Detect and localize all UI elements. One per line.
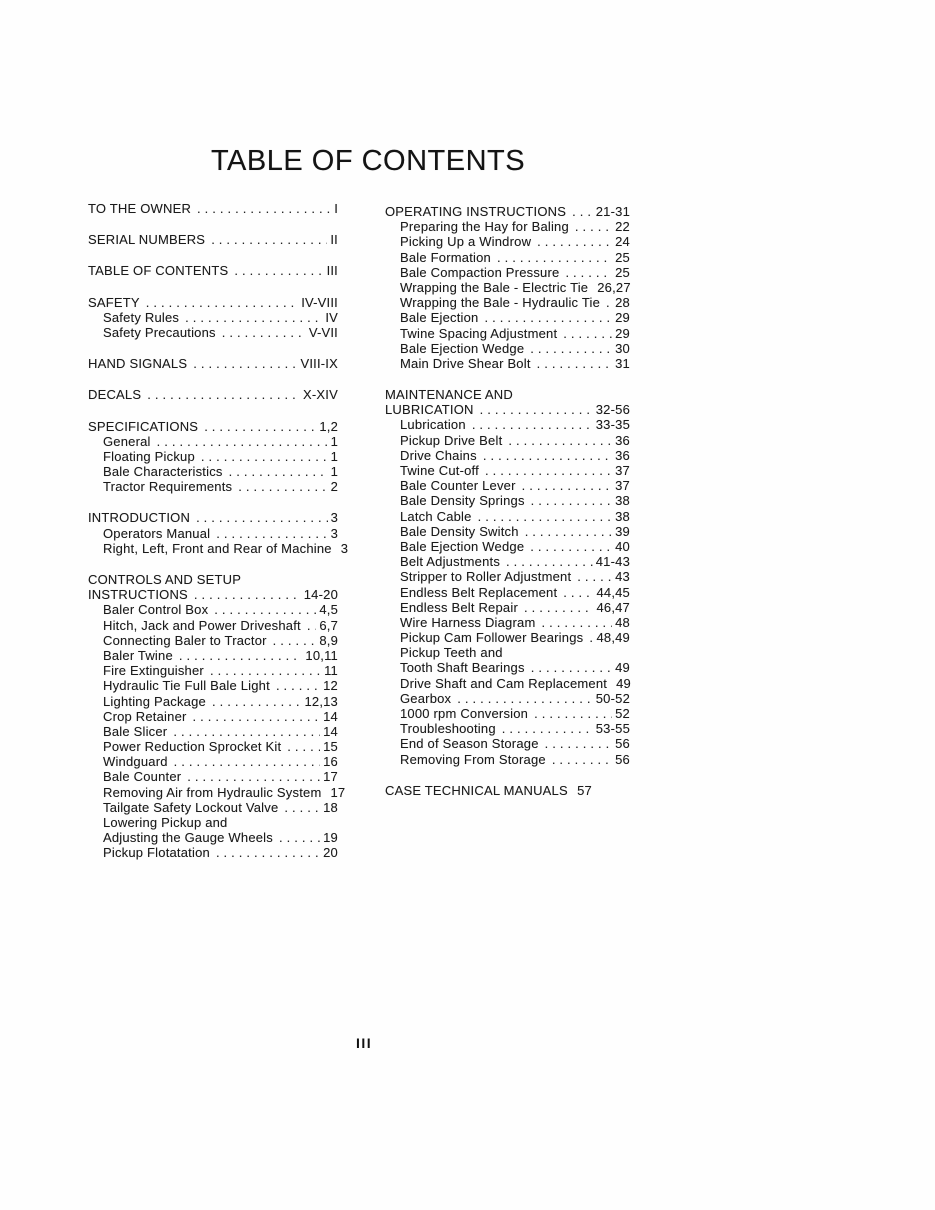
toc-entry-label: Main Drive Shear Bolt — [400, 355, 531, 371]
toc-entry — [385, 204, 630, 219]
toc-entry — [88, 800, 338, 815]
toc-entry-page: 48 — [615, 614, 630, 630]
dot-leader — [284, 800, 320, 815]
toc-entry — [385, 752, 630, 767]
dot-leader — [552, 752, 612, 767]
toc-entry-label: Fire Extinguisher — [103, 663, 204, 679]
toc-entry-page: 22 — [615, 219, 630, 235]
toc-entry — [88, 845, 338, 860]
toc-entry — [88, 618, 338, 633]
toc-entry-label: Pickup Drive Belt — [400, 432, 503, 448]
dot-leader — [472, 417, 593, 432]
folio-page-number: III — [356, 1035, 373, 1051]
toc-entry-label: Wrapping the Bale - Electric Tie — [400, 279, 589, 295]
toc-entry-label: CASE TECHNICAL MANUALS — [385, 782, 568, 798]
toc-entry — [385, 585, 630, 600]
toc-entry — [88, 830, 338, 845]
toc-entry-label: Hydraulic Tie Full Bale Light — [103, 678, 270, 694]
dot-leader — [537, 356, 612, 371]
toc-entry-label: Troubleshooting — [400, 721, 496, 737]
dot-leader — [457, 691, 592, 706]
dot-leader — [483, 448, 612, 463]
dot-leader — [147, 387, 300, 402]
dot-leader — [307, 618, 316, 633]
toc-entry-label: Operators Manual — [103, 525, 211, 541]
toc-entry-label: Bale Formation — [400, 249, 491, 265]
toc-entry-label: Connecting Baler to Tractor — [103, 632, 267, 648]
toc-entry-label: Tooth Shaft Bearings — [400, 660, 525, 676]
dot-leader — [506, 554, 593, 569]
dot-leader — [484, 310, 612, 325]
toc-entry-label: INTRODUCTION — [88, 510, 191, 526]
toc-entry-label: Endless Belt Repair — [400, 599, 518, 615]
toc-entry-page: 3 — [340, 540, 349, 556]
toc-entry-page: 32-56 — [595, 402, 630, 418]
toc-entry-page: 46,47 — [596, 599, 630, 615]
toc-entry-label: Bale Slicer — [103, 723, 168, 739]
dot-leader — [157, 434, 328, 449]
toc-entry — [385, 219, 630, 234]
page-title: TABLE OF CONTENTS — [211, 145, 526, 177]
toc-entry — [88, 709, 338, 724]
dot-leader — [530, 539, 612, 554]
toc-entry-label: SAFETY — [88, 294, 140, 310]
toc-entry-label: Endless Belt Replacement — [400, 584, 558, 600]
toc-entry-page: 17 — [323, 769, 338, 785]
toc-entry-page: 37 — [615, 478, 630, 494]
dot-leader — [478, 509, 613, 524]
toc-entry-label: Drive Shaft and Cam Replacement — [400, 675, 608, 691]
dot-leader — [522, 478, 613, 493]
dot-leader — [502, 721, 593, 736]
toc-entry — [88, 678, 338, 693]
dot-leader — [485, 463, 612, 478]
dot-leader — [222, 325, 306, 340]
dot-leader — [201, 449, 328, 464]
dot-leader — [534, 706, 612, 721]
dot-leader — [541, 615, 612, 630]
toc-entry — [88, 769, 338, 784]
toc-entry-label: Gearbox — [400, 690, 452, 706]
toc-entry-page: I — [334, 201, 338, 216]
toc-entry-page: 16 — [323, 754, 338, 770]
toc-entry-label: Safety Rules — [103, 309, 180, 325]
toc-entry-page: 41-43 — [595, 554, 630, 570]
toc-entry-label: Latch Cable — [400, 508, 472, 524]
toc-entry-page: 31 — [615, 355, 630, 371]
toc-entry-label: Stripper to Roller Adjustment — [400, 569, 572, 585]
dot-leader — [287, 739, 320, 754]
toc-entry-label: Tractor Requirements — [103, 479, 233, 495]
dot-leader — [173, 724, 320, 739]
toc-entry-page: 37 — [615, 463, 630, 478]
toc-entry — [385, 448, 630, 463]
toc-entry-page: 25 — [615, 264, 630, 280]
toc-entry-page: 26,27 — [597, 279, 631, 295]
toc-entry-page: IV-VIII — [301, 294, 338, 310]
toc-entry — [385, 615, 630, 630]
toc-column-right — [385, 204, 630, 798]
toc-entry-label: Bale Ejection Wedge — [400, 538, 525, 554]
toc-entry-page: 50-52 — [595, 690, 630, 706]
toc-entry — [88, 663, 338, 678]
toc-entry-label: Belt Adjustments — [400, 554, 501, 570]
toc-entry-page: 11 — [324, 663, 338, 679]
toc-entry-label: TABLE OF CONTENTS — [88, 263, 229, 279]
dot-leader — [238, 479, 327, 494]
toc-entry-label: End of Season Storage — [400, 736, 539, 752]
toc-entry — [88, 572, 338, 587]
dot-leader — [480, 402, 593, 417]
dot-leader — [497, 250, 612, 265]
dot-leader — [214, 602, 316, 617]
toc-entry — [88, 295, 338, 310]
toc-entry-page: 39 — [615, 523, 630, 539]
dot-leader — [524, 600, 593, 615]
toc-entry-label: Bale Ejection — [400, 310, 479, 326]
dot-leader — [563, 585, 593, 600]
toc-entry — [88, 310, 338, 325]
dot-leader — [279, 830, 320, 845]
toc-entry-page: 12 — [323, 678, 338, 694]
dot-leader — [572, 204, 593, 219]
dot-leader — [530, 341, 612, 356]
toc-entry-page: 49 — [615, 660, 630, 676]
toc-entry — [385, 326, 630, 341]
dot-leader — [545, 736, 612, 751]
toc-entry-label: CONTROLS AND SETUP — [88, 572, 242, 587]
toc-entry — [88, 754, 338, 769]
dot-leader — [197, 201, 331, 216]
toc-entry — [385, 569, 630, 584]
toc-entry-page: 36 — [615, 432, 630, 448]
toc-entry-label: Twine Cut-off — [400, 463, 479, 478]
dot-leader — [196, 510, 328, 525]
toc-entry-label: Twine Spacing Adjustment — [400, 325, 558, 341]
dot-leader — [229, 464, 328, 479]
toc-entry-page: 1 — [330, 433, 338, 449]
toc-entry — [385, 509, 630, 524]
dot-leader — [216, 845, 320, 860]
toc-entry — [385, 783, 592, 798]
toc-entry-page: 15 — [323, 739, 338, 755]
dot-leader — [204, 419, 316, 434]
toc-entry-page: 57 — [577, 782, 592, 798]
toc-entry — [88, 724, 338, 739]
toc-entry-page: 10,11 — [305, 647, 338, 663]
dot-leader — [185, 310, 322, 325]
toc-entry — [88, 464, 338, 479]
toc-entry — [88, 356, 338, 371]
toc-entry — [385, 736, 630, 751]
toc-entry-page: 40 — [615, 538, 630, 554]
toc-entry-label: Picking Up a Windrow — [400, 234, 532, 250]
toc-entry-label: Bale Counter — [103, 769, 182, 785]
toc-entry-label: Bale Density Switch — [400, 523, 519, 539]
toc-entry-label: MAINTENANCE AND — [385, 387, 513, 403]
toc-entry — [88, 648, 338, 663]
toc-entry-page: 21-31 — [595, 204, 630, 219]
toc-entry-label: SERIAL NUMBERS — [88, 232, 206, 248]
dot-leader — [273, 633, 317, 648]
dot-leader — [210, 663, 321, 678]
dot-leader — [187, 769, 320, 784]
toc-entry — [385, 402, 630, 417]
dot-leader — [194, 587, 301, 602]
dot-leader — [179, 648, 303, 663]
toc-entry-page: IV — [325, 309, 338, 325]
toc-entry-label: Removing From Storage — [400, 751, 546, 767]
toc-entry-label: Pickup Teeth and — [400, 645, 503, 661]
toc-entry-page: 49 — [616, 675, 631, 691]
toc-entry-page: 4,5 — [319, 602, 338, 618]
toc-column-left — [88, 201, 349, 861]
toc-entry-label: Preparing the Hay for Baling — [400, 219, 569, 235]
toc-entry-label: Power Reduction Sprocket Kit — [103, 739, 282, 755]
dot-leader — [537, 234, 612, 249]
toc-entry-page: 36 — [615, 447, 630, 463]
toc-entry — [385, 721, 630, 736]
toc-entry-page: 28 — [615, 295, 630, 311]
toc-entry-label: Adjusting the Gauge Wheels — [103, 830, 273, 846]
toc-entry-label: Removing Air from Hydraulic System — [103, 784, 322, 800]
toc-entry — [385, 478, 630, 493]
toc-entry-page: 53-55 — [595, 721, 630, 737]
toc-entry — [385, 433, 630, 448]
dot-leader — [174, 754, 320, 769]
dot-leader — [211, 232, 327, 247]
toc-entry — [385, 387, 630, 402]
toc-entry — [88, 201, 338, 216]
toc-entry-page: 44,45 — [596, 584, 630, 600]
dot-leader — [216, 526, 327, 541]
toc-entry-page: X-XIV — [303, 387, 338, 403]
toc-entry — [88, 694, 338, 709]
toc-entry-page: 25 — [615, 249, 630, 265]
toc-entry-page: 1 — [330, 464, 338, 480]
toc-entry — [385, 280, 630, 295]
toc-entry-page: 33-35 — [595, 417, 630, 433]
toc-entry-label: Safety Precautions — [103, 324, 216, 340]
toc-entry — [385, 265, 630, 280]
toc-entry — [385, 524, 630, 539]
toc-entry — [88, 784, 346, 800]
dot-leader — [531, 660, 612, 675]
toc-entry-label: Windguard — [103, 754, 168, 770]
toc-entry-page: 12,13 — [304, 693, 338, 709]
toc-entry-page: 8,9 — [319, 632, 338, 648]
toc-entry — [88, 540, 349, 556]
toc-entry — [88, 263, 338, 278]
toc-entry — [385, 493, 630, 508]
toc-entry-label: Lubrication — [400, 417, 466, 433]
toc-entry-page: 19 — [323, 830, 338, 846]
toc-entry-page: 29 — [615, 310, 630, 326]
toc-entry-label: HAND SIGNALS — [88, 356, 188, 372]
toc-entry — [385, 250, 630, 265]
toc-entry — [385, 630, 630, 645]
dot-leader — [193, 356, 297, 371]
toc-entry-page: VIII-IX — [300, 356, 338, 372]
toc-entry — [385, 234, 630, 249]
toc-entry-page: II — [330, 232, 338, 248]
toc-entry-page: 30 — [615, 340, 630, 356]
toc-entry-page: 17 — [330, 784, 346, 800]
dot-leader — [525, 524, 612, 539]
toc-entry — [385, 676, 630, 691]
dot-leader — [146, 295, 298, 310]
toc-entry — [88, 587, 338, 602]
toc-entry — [385, 660, 630, 675]
dot-leader — [565, 265, 612, 280]
toc-entry-page: 14-20 — [303, 587, 338, 603]
toc-entry-label: 1000 rpm Conversion — [400, 706, 529, 721]
toc-entry — [88, 815, 338, 830]
toc-entry-page: 1 — [330, 448, 338, 464]
dot-leader — [531, 493, 612, 508]
toc-entry-page: V-VII — [308, 324, 338, 340]
toc-entry — [88, 633, 338, 648]
toc-entry — [88, 479, 338, 494]
toc-entry-label: Hitch, Jack and Power Driveshaft — [103, 617, 301, 633]
toc-entry — [385, 691, 630, 706]
toc-entry-page: 3 — [330, 510, 338, 526]
toc-entry-page: 48,49 — [596, 630, 630, 646]
toc-entry — [385, 645, 630, 660]
toc-entry-label: Floating Pickup — [103, 448, 195, 464]
toc-entry — [385, 295, 630, 310]
toc-entry-page: 18 — [323, 799, 338, 815]
toc-entry — [88, 232, 338, 247]
dot-leader — [577, 569, 612, 584]
toc-entry-label: Bale Ejection Wedge — [400, 340, 525, 356]
toc-entry-page: 3 — [330, 525, 338, 541]
toc-entry — [385, 463, 630, 478]
toc-entry-page: 43 — [615, 569, 630, 585]
toc-entry-page: 29 — [615, 325, 630, 341]
toc-entry-label: SPECIFICATIONS — [88, 418, 199, 434]
toc-entry-label: Baler Control Box — [103, 602, 209, 618]
toc-entry — [88, 510, 338, 525]
toc-entry — [88, 602, 338, 617]
toc-entry — [385, 417, 630, 432]
toc-entry-label: Crop Retainer — [103, 708, 187, 724]
toc-entry-label: Right, Left, Front and Rear of Machine — [103, 540, 332, 556]
toc-entry-label: General — [103, 433, 151, 449]
toc-entry-label: Bale Characteristics — [103, 464, 223, 480]
toc-entry — [88, 739, 338, 754]
toc-entry — [385, 600, 630, 615]
toc-entry-label: Wrapping the Bale - Hydraulic Tie — [400, 295, 601, 311]
dot-leader — [508, 433, 612, 448]
toc-entry-label: Pickup Flotatation — [103, 845, 210, 861]
toc-entry-label: DECALS — [88, 387, 142, 403]
toc-entry-label: INSTRUCTIONS — [88, 587, 188, 603]
toc-entry — [385, 539, 630, 554]
toc-entry-label: Baler Twine — [103, 647, 173, 663]
toc-entry-label: Bale Density Springs — [400, 493, 525, 509]
toc-entry-page: 24 — [615, 234, 630, 250]
toc-entry-page: 56 — [615, 751, 630, 767]
toc-entry — [88, 434, 338, 449]
toc-entry-page: 14 — [323, 723, 338, 739]
toc-entry — [88, 449, 338, 464]
toc-entry-label: Bale Compaction Pressure — [400, 264, 560, 280]
toc-entry — [88, 325, 338, 340]
toc-entry — [88, 419, 338, 434]
dot-leader — [575, 219, 612, 234]
dot-leader — [589, 630, 593, 645]
toc-entry-page: 38 — [615, 493, 630, 509]
toc-entry-label: Lowering Pickup and — [103, 815, 228, 830]
toc-entry-label: Drive Chains — [400, 447, 477, 463]
toc-entry — [385, 554, 630, 569]
toc-entry-label: Wire Harness Diagram — [400, 614, 536, 630]
toc-entry-page: 52 — [615, 706, 630, 721]
toc-entry-label: TO THE OWNER — [88, 201, 192, 216]
toc-entry-label: Pickup Cam Follower Bearings — [400, 630, 584, 646]
toc-entry-page: III — [326, 263, 338, 279]
toc-entry — [385, 310, 630, 325]
toc-entry-label: Lighting Package — [103, 693, 206, 709]
toc-entry — [385, 706, 630, 721]
dot-leader — [193, 709, 321, 724]
toc-entry-label: OPERATING INSTRUCTIONS — [385, 204, 567, 219]
toc-entry — [88, 387, 338, 402]
dot-leader — [276, 678, 320, 693]
toc-entry-page: 56 — [615, 736, 630, 752]
dot-leader — [563, 326, 612, 341]
toc-entry-page: 20 — [323, 845, 338, 861]
toc-entry-label: LUBRICATION — [385, 402, 474, 418]
toc-entry-page: 38 — [615, 508, 630, 524]
toc-entry — [385, 341, 630, 356]
toc-entry-label: Tailgate Safety Lockout Valve — [103, 799, 279, 815]
toc-entry-page: 1,2 — [319, 418, 338, 434]
toc-entry-page: 2 — [330, 479, 338, 495]
toc-entry — [88, 526, 338, 541]
toc-entry-page: 14 — [323, 708, 338, 724]
dot-leader — [234, 263, 323, 278]
toc-entry — [385, 356, 630, 371]
dot-leader — [212, 694, 302, 709]
toc-entry-page: 6,7 — [319, 617, 338, 633]
dot-leader — [606, 295, 612, 310]
toc-entry-label: Bale Counter Lever — [400, 478, 516, 494]
